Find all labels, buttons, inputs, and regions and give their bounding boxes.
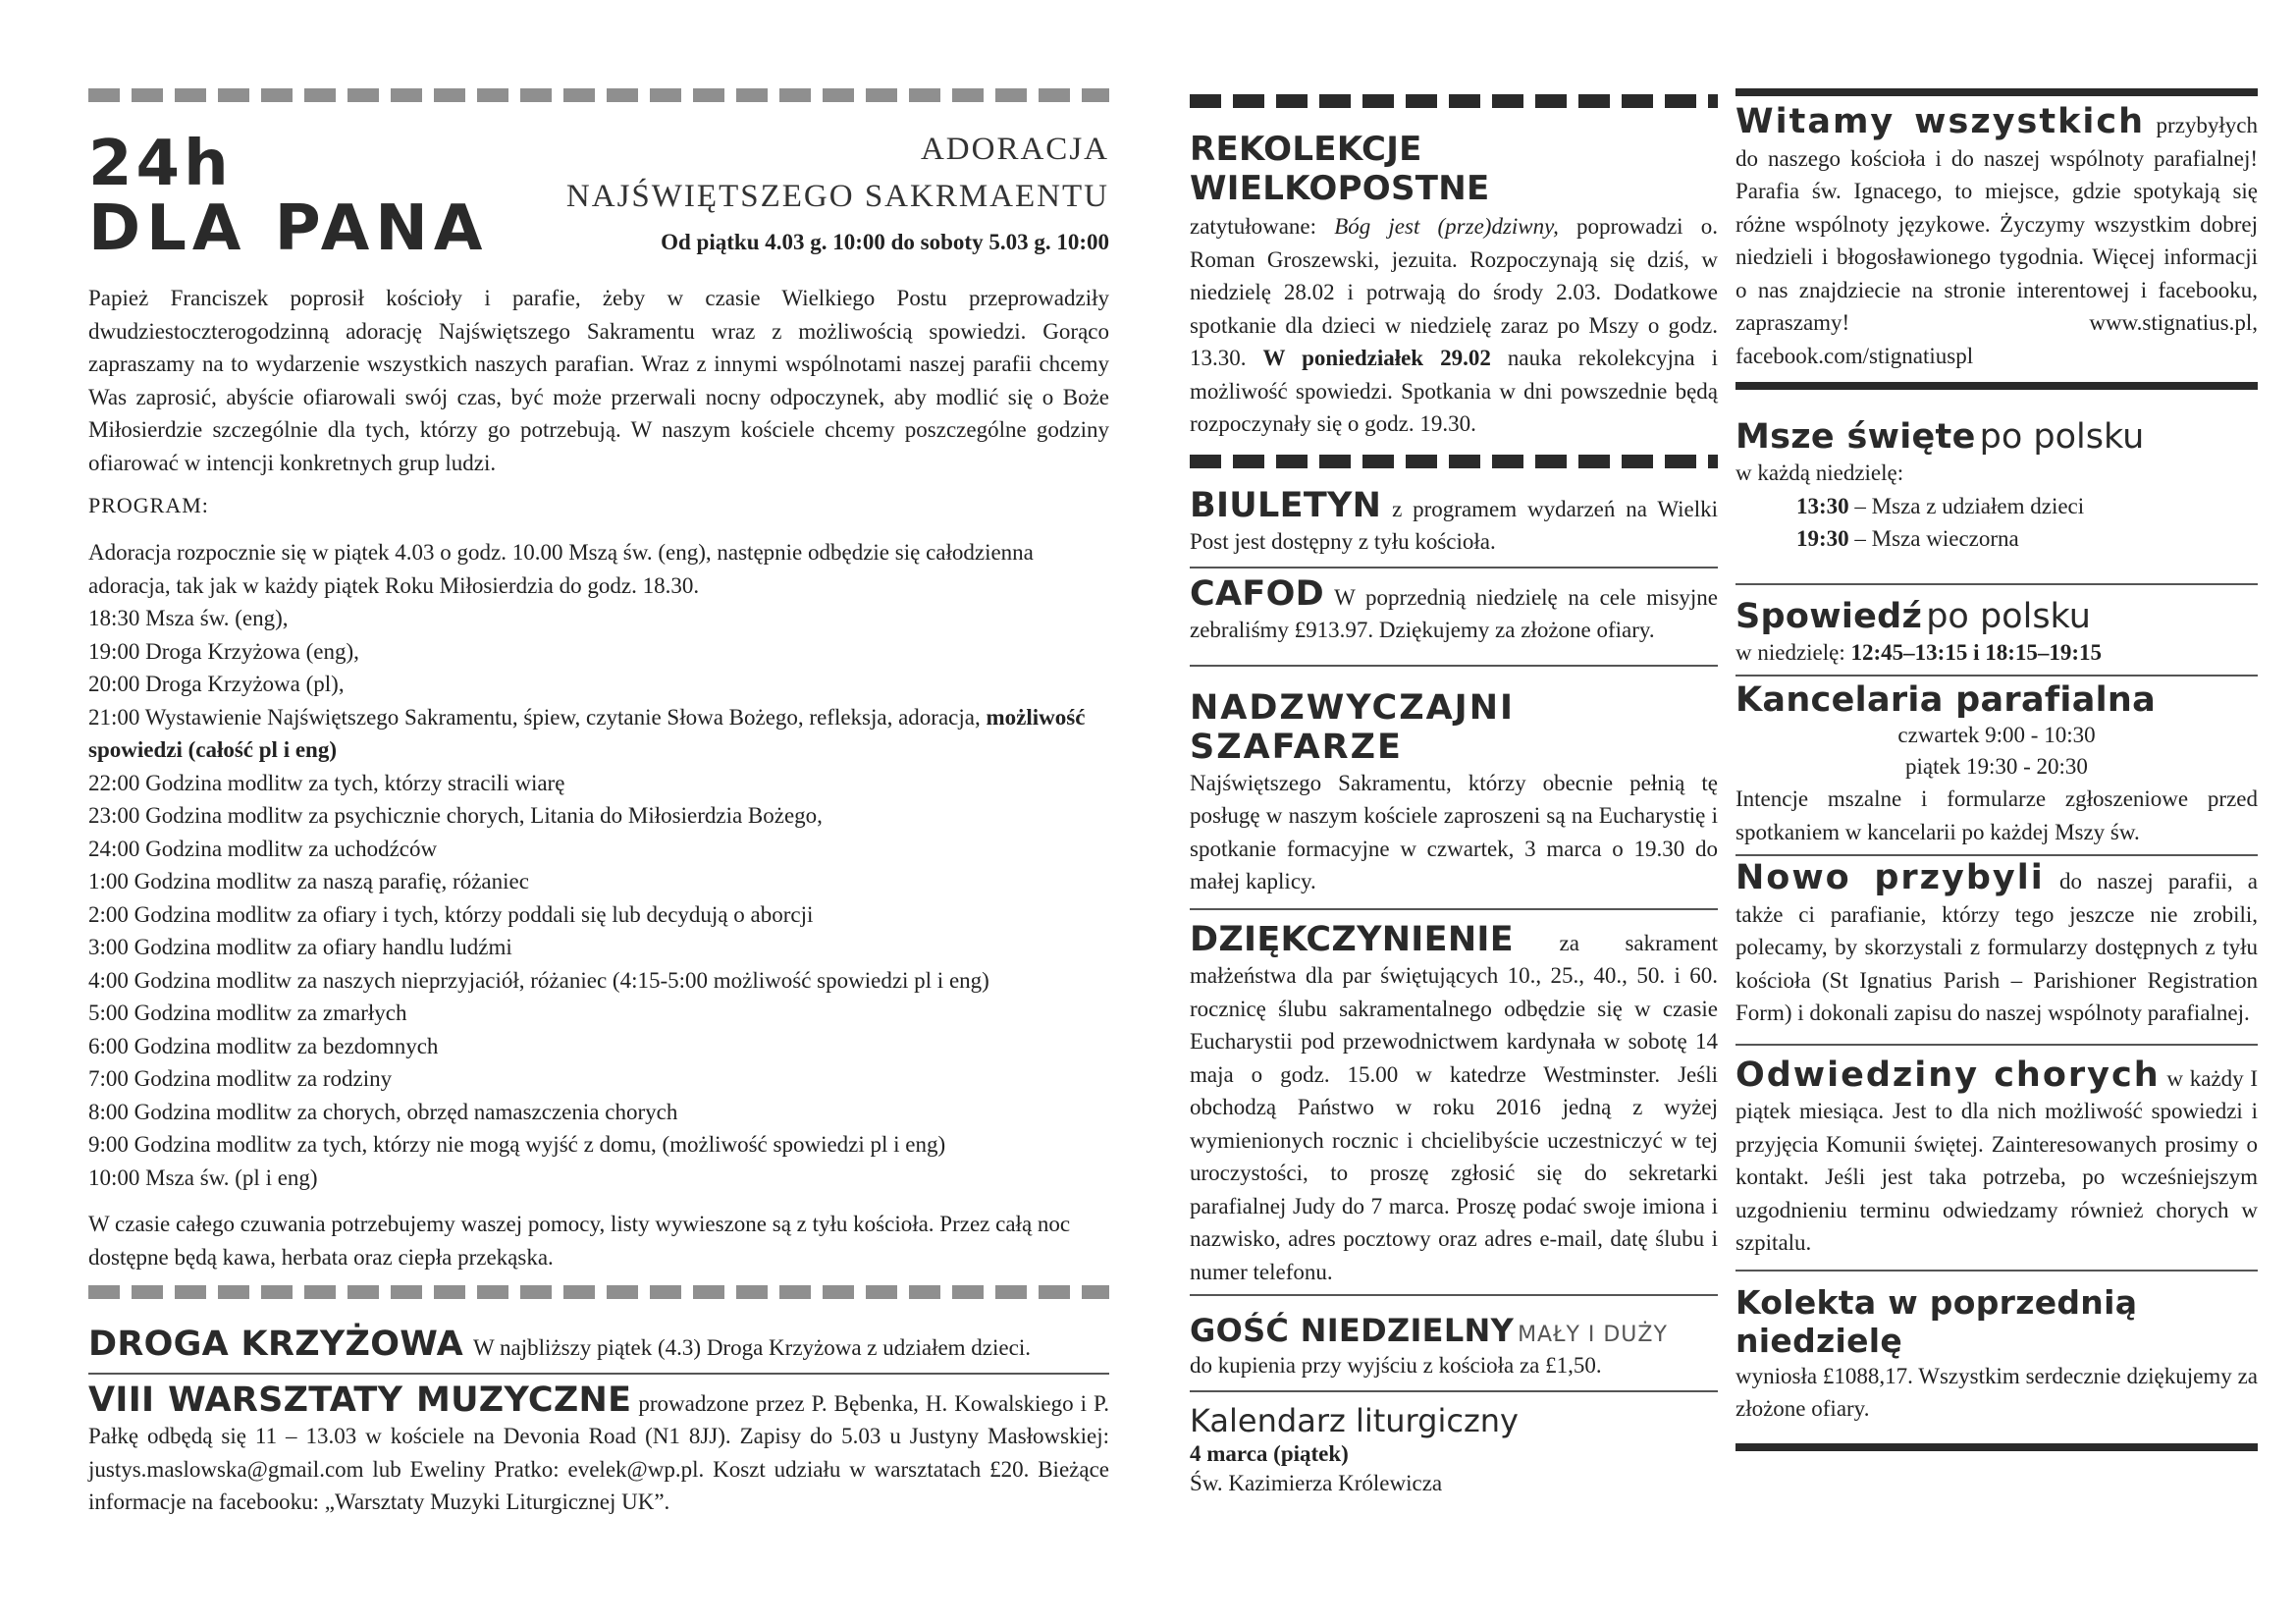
msze-time: 13:30 xyxy=(1796,493,1849,518)
witamy-heading: Witamy wszystkich xyxy=(1735,102,2146,141)
program-item-bold: możliwość spowiedzi (całość pl i eng) xyxy=(88,704,1086,762)
title-dla-pana: DLA PANA xyxy=(88,192,489,265)
msze-item xyxy=(1735,522,2258,556)
warsztaty-heading: VIII WARSZTATY MUZYCZNE xyxy=(88,1380,632,1420)
closing-paragraph: W czasie całego czuwania potrzebujemy waszej pomocy, listy wywieszone są z tyłu kościoła. Przez całą noc dostępne będą kawa, herbata oraz ciepła przekąska. xyxy=(88,1212,1071,1270)
thick-divider xyxy=(1735,382,2258,390)
left-column xyxy=(88,88,1109,1519)
program-list xyxy=(88,536,1109,1194)
rekolekcje-title: Bóg jest (prze)dziwny, xyxy=(1334,214,1559,239)
witamy-section xyxy=(1735,102,2258,372)
program-item-text: 21:00 Wystawienie Najświętszego Sakramentu, śpiew, czytanie Słowa Bożego, refleksja, adoracja, xyxy=(88,704,981,730)
spowiedz-times: 12:45–13:15 i 18:15–19:15 xyxy=(1850,639,2103,665)
dziek-heading: DZIĘKCZYNIENIE xyxy=(1190,919,1514,959)
msze-heading-bold: Msze święte xyxy=(1735,417,1976,457)
warsztaty-text: prowadzone przez P. Bębenka, H. Kowalskiego i P. Pałkę odbędą się 11 – 13.03 w kościele na Devonia Road (N1 8JJ). Zapisy do 5.03 u Justyny Masłowskiej: justys.maslowska@gmail.com lub Eweliny Pratko: evelek@wp.pl. Koszt udziału w warsztatach £20. Bieżące informacje na facebooku: „Warsztaty Muzyki Liturgicznej UK”. xyxy=(88,1390,1110,1514)
program-item: 24:00 Godzina modlitw za uchodźców xyxy=(88,836,438,861)
divider xyxy=(1190,1294,1718,1296)
cafod-text: W poprzednią niedzielę na cele misyjne zebraliśmy £913.97. Dziękujemy za złożone ofiary. xyxy=(1190,584,1718,642)
program-item: 4:00 Godzina modlitw za naszych nieprzyjaciół, różaniec (4:15-5:00 możliwość spowiedzi pl i eng) xyxy=(88,967,989,993)
program-item: 18:30 Msza św. (eng), xyxy=(88,606,289,630)
msze-subheading: w każdą niedzielę: xyxy=(1735,460,1904,485)
thick-divider xyxy=(1735,1443,2258,1451)
adoration-title-line1: ADORACJA xyxy=(920,132,1109,167)
biuletyn-section xyxy=(1190,485,1719,559)
dashed-divider xyxy=(1190,94,1718,108)
program-item: 6:00 Godzina modlitw za bezdomnych xyxy=(88,1033,439,1058)
program-item: 3:00 Godzina modlitw za ofiary handlu ludźmi xyxy=(88,935,512,959)
droga-heading: DROGA KRZYŻOWA xyxy=(88,1325,464,1364)
program-item: 19:00 Droga Krzyżowa (eng), xyxy=(88,638,359,664)
dziek-section xyxy=(1190,919,1718,1289)
kancelaria-hours: piątek 19:30 - 20:30 xyxy=(1905,754,2088,779)
biuletyn-text: z programem wydarzeń na Wielki Post jest dostępny z tyłu kościoła. xyxy=(1190,496,1719,554)
odwiedziny-section xyxy=(1735,1055,2259,1260)
divider xyxy=(1735,1270,2258,1272)
program-item: 7:00 Godzina modlitw za rodziny xyxy=(88,1066,393,1091)
biuletyn-heading: BIULETYN xyxy=(1190,485,1382,525)
dziek-text: za sakrament małżeństwa dla par świętujących 10., 25., 40., 50. i 60. rocznicę ślubu sakramentalnego odbędzie się w czasie Eucharystii pod przewodnictwem kardynała w sobotę 14 maja o godz. 15.00 w katedrze Westminster. Jeśli obchodzą Państwo w roku 2016 jedną z wyżej wymienionych rocznic i chcielibyście uczestniczyć w tej uroczystości, to proszę zgłosić się do sekretarki parafialnej Judy do 7 marca. Proszę podać swoje imiona i nazwisko, adres pocztowy oraz adres e-mail, datę ślubu i numer telefonu. xyxy=(1190,930,1718,1284)
kancelaria-text: Intencje mszalne i formularze zgłoszeniowe przed spotkaniem w kancelarii po każdej Mszy św. xyxy=(1735,786,2258,844)
dashed-divider xyxy=(88,1285,1109,1299)
rekolekcje-text xyxy=(1190,210,1718,441)
divider xyxy=(1735,675,2258,677)
msze-desc: – Msza z udziałem dzieci xyxy=(1854,493,2085,518)
gosc-subheading: MAŁY I DUŻY xyxy=(1518,1323,1668,1347)
title-24h: 24h xyxy=(88,128,233,200)
spowiedz-heading-rest: po polsku xyxy=(1926,596,2091,636)
msze-heading xyxy=(1735,417,2258,457)
rekolekcje-pre: zatytułowane: xyxy=(1190,214,1317,239)
droga-text: W najbliższy piątek (4.3) Droga Krzyżowa z udziałem dzieci. xyxy=(473,1335,1031,1360)
spowiedz-text xyxy=(1735,636,2258,670)
right-column xyxy=(1735,88,2258,1451)
droga-section xyxy=(88,1325,1109,1365)
spowiedz-heading-bold: Spowiedź xyxy=(1735,596,1923,636)
divider xyxy=(88,1373,1109,1375)
thick-divider xyxy=(1735,88,2258,96)
cafod-section xyxy=(1190,573,1718,647)
spowiedz-heading xyxy=(1735,597,2258,636)
divider xyxy=(1190,1390,1718,1392)
program-item: 5:00 Godzina modlitw za zmarłych xyxy=(88,1001,407,1025)
gosc-section xyxy=(1190,1312,1718,1349)
program-item: 9:00 Godzina modlitw za tych, którzy nie mogą wyjść z domu, (możliwość spowiedzi pl i eng) xyxy=(88,1132,946,1157)
divider xyxy=(1735,583,2258,585)
odwiedziny-text: w każdy I piątek miesiąca. Jest to dla nich możliwość spowiedzi i przyjęcia Komunii świętej. Zainteresowanych prosimy o kontakt. Jeśli jest taka potrzeba, po wcześniejszym uzgodnieniu terminu odwiedzamy również chorych w szpitalu. xyxy=(1735,1065,2259,1255)
top-dashed-divider xyxy=(88,88,1109,102)
adoration-title-line2: NAJŚWIĘTSZEGO SAKRMAENTU xyxy=(565,179,1109,214)
program-item: 10:00 Msza św. (pl i eng) xyxy=(88,1164,318,1190)
witamy-text: przybyłych do naszego kościoła i do naszej wspólnoty parafialnej! Parafia św. Ignacego, to miejsce, gdzie spotykają się różne wspólnoty językowe. Życzymy wszystkim dobrej niedzieli i błogosławionego tygodnia. Więcej informacji o nas znajdziecie na stronie interentowej i facebooku, zapraszamy! www.stignatius.pl, facebook.com/stignatiuspl xyxy=(1735,113,2258,368)
nowo-section xyxy=(1735,858,2259,1030)
divider xyxy=(1735,854,2258,856)
divider xyxy=(1190,567,1718,568)
odwiedziny-heading: Odwiedziny chorych xyxy=(1735,1055,2161,1095)
divider xyxy=(1190,908,1718,910)
kancelaria-hours: czwartek 9:00 - 10:30 xyxy=(1897,723,2096,747)
gosc-text: do kupienia przy wyjściu z kościoła za £1,50. xyxy=(1190,1353,1602,1378)
rekolekcje-text2: nauka rekolekcyjna i możliwość spowiedzi. Spotkania w dni powszednie będą rozpoczynały się o godz. 19.30. xyxy=(1190,346,1719,436)
program-item: 23:00 Godzina modlitw za psychicznie chorych, Litania do Miłosierdzia Bożego, xyxy=(88,803,823,828)
dashed-divider xyxy=(1190,455,1718,468)
program-item xyxy=(88,701,1109,767)
kalendarz-saint: Św. Kazimierza Królewicza xyxy=(1190,1470,1443,1495)
nowo-heading: Nowo przybyli xyxy=(1735,858,2045,897)
kalendarz-date: 4 marca (piątek) xyxy=(1190,1440,1349,1466)
gosc-heading: GOŚĆ NIEDZIELNY xyxy=(1190,1312,1515,1349)
adoration-dates: Od piątku 4.03 g. 10:00 do soboty 5.03 g. 10:00 xyxy=(661,230,1109,254)
msze-heading-rest: po polsku xyxy=(1979,417,2145,457)
msze-time: 19:30 xyxy=(1796,526,1849,551)
program-heading: PROGRAM: xyxy=(88,493,209,517)
middle-column xyxy=(1190,88,1718,1498)
kancelaria-heading: Kancelaria parafialna xyxy=(1735,680,2157,720)
intro-paragraph: Papież Franciszek poprosił kościoły i parafie, żeby w czasie Wielkiego Postu przeprowadziły dwudziestoczterogodzinną adorację Najświętszego Sakramentu wraz z możliwością spowiedzi. Gorąco zapraszamy na to wydarzenie wszystkich naszych parafian. Wraz z innymi wspólnotami naszej parafii chcemy Was zaprosić, abyście ofiarowali swój czas, być może przerwali nocny odpoczynek, aby modlić się o Boże Miłosierdzie szczególnie dla tych, którzy go potrzebują. W naszym kościele chcemy poszczególne godziny ofiarować w intencji konkretnych grup ludzi. xyxy=(88,286,1109,475)
divider xyxy=(1190,665,1718,667)
msze-desc: – Msza wieczorna xyxy=(1854,526,2019,551)
spowiedz-pre: w niedzielę: xyxy=(1735,639,1845,665)
kolekta-heading: Kolekta w poprzednią niedzielę xyxy=(1735,1282,2138,1360)
program-item: 8:00 Godzina modlitw za chorych, obrzęd namaszczenia chorych xyxy=(88,1099,678,1124)
szafarze-heading: NADZWYCZAJNI SZAFARZE xyxy=(1190,687,1516,767)
program-item: 2:00 Godzina modlitw za ofiary i tych, którzy poddali się lub decydują o aborcji xyxy=(88,901,814,927)
szafarze-text: Najświętszego Sakramentu, którzy obecnie pełnią tę posługę w naszym kościele zaproszeni są na Eucharystię i spotkanie formacyjne w czwartek, 3 marca o 19.30 do małej kaplicy. xyxy=(1190,770,1718,893)
rekolekcje-text1: poprowadzi o. Roman Groszewski, jezuita. Rozpoczynają się dziś, w niedzielę 28.02 i potrwają do środy 2.03. Dodatkowe spotkanie dla dzieci w niedzielę zaraz po Mszy o godz. 13.30. xyxy=(1190,214,1718,370)
warsztaty-section xyxy=(88,1380,1110,1519)
adoration-header xyxy=(88,120,1109,282)
rekolekcje-heading: REKOLEKCJE WIELKOPOSTNE xyxy=(1190,130,1490,208)
nowo-text: do naszej parafii, a także ci parafianie, którzy tego jeszcze nie zrobili, polecamy, by skorzystali z formularzy dostępnych z tyłu kościoła (St Ignatius Parish – Parishioner Registration Form) i dokonali zapisu do naszej wspólnoty parafialnej. xyxy=(1735,869,2259,1025)
program-item: 22:00 Godzina modlitw za tych, którzy stracili wiarę xyxy=(88,770,565,795)
kalendarz-heading: Kalendarz liturgiczny xyxy=(1190,1401,1519,1439)
program-item: 1:00 Godzina modlitw za naszą parafię, różaniec xyxy=(88,869,529,893)
rekolekcje-bold: W poniedziałek 29.02 xyxy=(1262,346,1491,370)
program-intro: Adoracja rozpocznie się w piątek 4.03 o godz. 10.00 Mszą św. (eng), następnie odbędzie się całodzienna adoracja, tak jak w każdy piątek Roku Miłosierdzia do godz. 18.30. xyxy=(88,540,1034,598)
divider xyxy=(1735,1044,2258,1046)
cafod-heading: CAFOD xyxy=(1190,573,1324,614)
program-item: 20:00 Droga Krzyżowa (pl), xyxy=(88,672,345,696)
msze-item xyxy=(1735,490,2258,523)
kolekta-text: wyniosła £1088,17. Wszystkim serdecznie dziękujemy za złożone ofiary. xyxy=(1735,1363,2258,1421)
